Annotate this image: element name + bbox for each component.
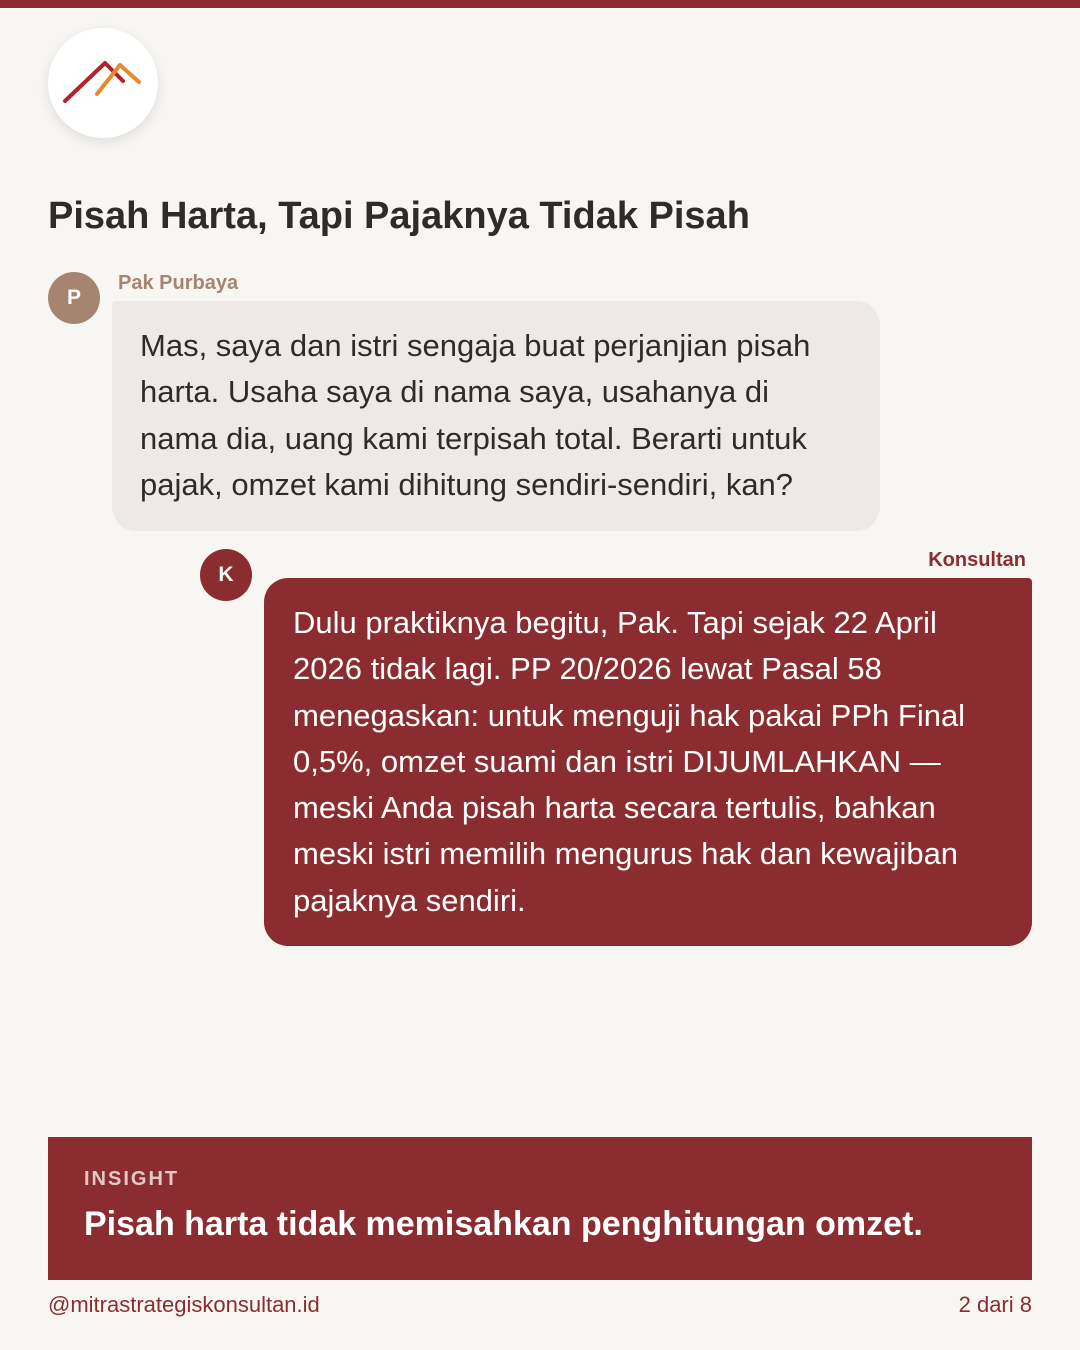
avatar-consultant: K (200, 549, 252, 601)
top-accent-bar (0, 0, 1080, 8)
insight-box (48, 1137, 1032, 1280)
message-bubble-consultant: Dulu praktiknya begitu, Pak. Tapi sejak 22 April 2026 tidak lagi. PP 20/2026 lewat Pasal 58 menegaskan: untuk menguji hak pakai PPh Final 0,5%, omzet suami dan istri DIJUMLAHKAN — meski Anda pisah harta secara tertulis, bahkan meski istri memilih mengurus hak dan kewajiban pajaknya sendiri. (264, 578, 1032, 946)
page-title: Pisah Harta, Tapi Pajaknya Tidak Pisah (48, 195, 750, 237)
sender-name-consultant: Konsultan (928, 549, 1026, 571)
footer-handle: @mitrastrategiskonsultan.id (48, 1292, 320, 1317)
sender-name-client: Pak Purbaya (118, 272, 239, 294)
avatar-client: P (48, 272, 100, 324)
mountain-peaks-logo-icon (48, 28, 158, 138)
insight-text: Pisah harta tidak memisahkan penghitungan omzet. (84, 1205, 923, 1243)
message-bubble-client: Mas, saya dan istri sengaja buat perjanjian pisah harta. Usaha saya di nama saya, usahanya di nama dia, uang kami terpisah total. Berarti untuk pajak, omzet kami dihitung sendiri-sendiri, kan? (112, 301, 880, 531)
brand-logo (48, 28, 158, 138)
insight-label: INSIGHT (84, 1168, 180, 1190)
page-indicator: 2 dari 8 (958, 1292, 1032, 1317)
